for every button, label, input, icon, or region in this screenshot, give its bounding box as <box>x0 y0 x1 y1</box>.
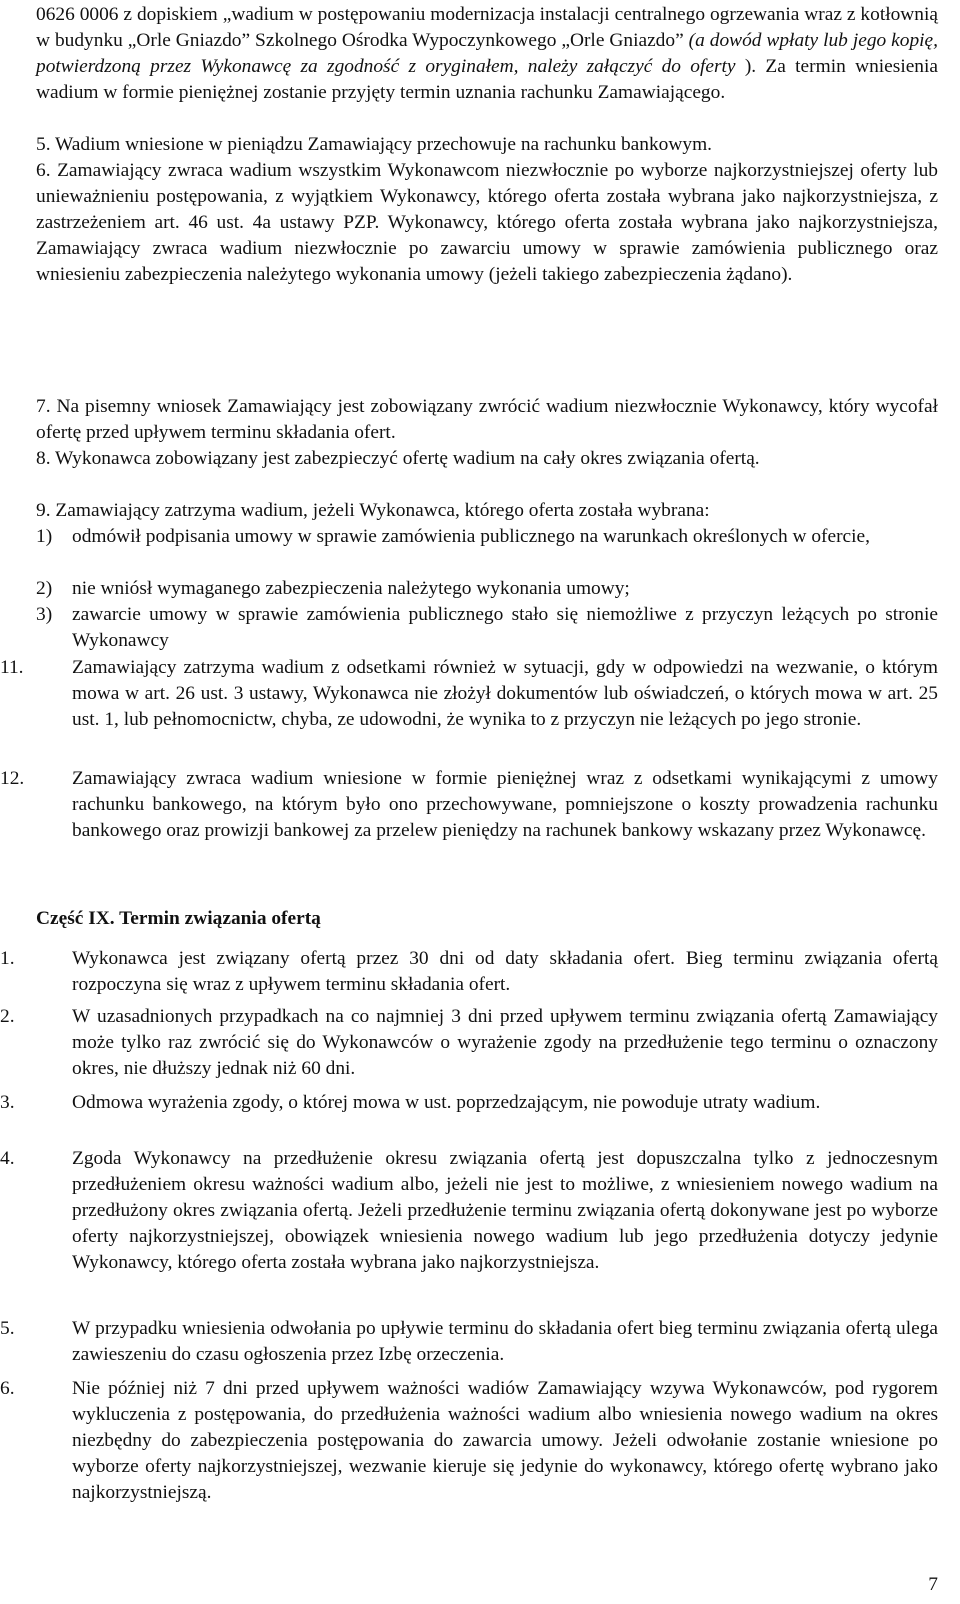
list-item <box>36 394 938 446</box>
item-text: Zgoda Wykonawcy na przedłużenie okresu związania ofertą jest dopuszczalna tylko z jednoczesnym przedłużeniem okresu ważności wadium albo, jeżeli nie jest to możliwe, z wniesieniem nowego wadium na przedłużony okres związania ofertą. Jeżeli przedłużenie terminu związania ofertą dokonywane jest po wyborze oferty najkorzystniejszej, obowiązek wniesienia nowego wadium lub jego przedłużenia dotyczy jedynie Wykonawcy, którego oferta została wybrana jako najkorzystniejsza. <box>72 1148 938 1274</box>
sub-item-text: zawarcie umowy w sprawie zamówienia publicznego stało się niemożliwe z przyczyn leżących po stronie Wykonawcy <box>72 604 938 652</box>
item-text: Nie później niż 7 dni przed upływem ważności wadiów Zamawiający wzywa Wykonawców, pod rygorem wykluczenia z postępowania, do przedłużenia ważności wadium albo wniesienia nowego wadium na okres niezbędny do zabezpieczenia postępowania do zawarcia umowy. Jeżeli odwołanie zostanie wniesione po wyborze oferty najkorzystniejszej, wezwanie kieruje się jedynie do wykonawcy, którego ofertę wybrano jako najkorzystniejszą. <box>72 1378 938 1504</box>
item-number: 11. <box>0 657 24 678</box>
item-number: 9. <box>36 500 51 521</box>
list-item <box>36 132 938 158</box>
item-number: 8. <box>36 448 51 469</box>
item-number: 3. <box>0 1092 15 1113</box>
section-heading: Część IX. Termin związania ofertą <box>36 908 321 929</box>
page-number: 7 <box>928 1573 938 1595</box>
sub-item-number: 1) <box>36 526 53 547</box>
list-item <box>0 946 938 998</box>
item-text: W uzasadnionych przypadkach na co najmniej 3 dni przed upływem terminu związania ofertą Zamawiający może tylko raz zwrócić się do Wykonawców o wyrażenie zgody na przedłużenie tego terminu o oznaczony okres, nie dłuższy jednak niż 60 dni. <box>72 1006 938 1080</box>
item-number: 5. <box>36 134 51 155</box>
sub-item-text: nie wniósł wymaganego zabezpieczenia należytego wykonania umowy; <box>72 578 630 599</box>
item-text: Na pisemny wniosek Zamawiający jest zobowiązany zwrócić wadium niezwłocznie Wykonawcy, który wycofał ofertę przed upływem terminu składania ofert. <box>36 396 938 444</box>
sub-list-item <box>36 524 938 550</box>
item-text: Zamawiający zwraca wadium wszystkim Wykonawcom niezwłocznie po wyborze najkorzystniejszej oferty lub unieważnieniu postępowania, z wyjątkiem Wykonawcy, którego oferta została wybrana jako najkorzystniejsza, z zastrzeżeniem art. 46 ust. 4a ustawy PZP. Wykonawcy, którego oferta została wybrana jako najkorzystniejsza, Zamawiający zwraca wadium niezwłocznie po zawarciu umowy w sprawie zamówienia publicznego oraz wniesieniu zabezpieczenia należytego wykonania umowy (jeżeli takiego zabezpieczenia żądano). <box>36 160 938 286</box>
item-text: Zamawiający zatrzyma wadium, jeżeli Wykonawca, którego oferta została wybrana: <box>55 500 710 521</box>
sub-list-item <box>36 576 938 602</box>
item-text: Wykonawca zobowiązany jest zabezpieczyć ofertę wadium na cały okres związania ofertą. <box>55 448 760 469</box>
item-number: 4. <box>0 1148 15 1169</box>
item-number: 1. <box>0 948 15 969</box>
list-item <box>36 498 938 524</box>
sub-item-number: 3) <box>36 604 53 625</box>
paragraph-text: 0626 0006 z dopiskiem „wadium w postępowaniu modernizacja instalacji centralnego ogrzewania wraz z kotłownią w budynku „Orle Gniazdo” Szkolnego Ośrodka Wypoczynkowego „Orle Gniazdo” <box>36 4 938 52</box>
item-number: 5. <box>0 1318 15 1339</box>
sub-list-item <box>36 602 938 654</box>
item-number: 2. <box>0 1006 15 1027</box>
sub-item-text: odmówił podpisania umowy w sprawie zamówienia publicznego na warunkach określonych w ofercie, <box>72 526 871 547</box>
list-item <box>0 1146 938 1276</box>
item-text: Zamawiający zwraca wadium wniesione w formie pieniężnej wraz z odsetkami wynikającymi z umowy rachunku bankowego, na którym było ono przechowywane, pomniejszone o koszty prowadzenia rachunku bankowego oraz prowizji bankowej za przelew pieniędzy na rachunek bankowy wskazany przez Wykonawcę. <box>72 768 938 842</box>
list-item <box>36 158 938 288</box>
item-text: Wadium wniesione w pieniądzu Zamawiający przechowuje na rachunku bankowym. <box>55 134 712 155</box>
list-item <box>0 1376 938 1506</box>
item-text: Wykonawca jest związany ofertą przez 30 dni od daty składania ofert. Bieg terminu związania ofertą rozpoczyna się wraz z upływem terminu składania ofert. <box>72 948 938 996</box>
list-item <box>0 766 938 844</box>
italic-note: (a dowód wpłaty lub jego kopię, potwierdzoną przez Wykonawcę za zgodność z oryginałem, należy załączyć do oferty <box>36 30 939 78</box>
list-item <box>0 1004 938 1082</box>
sub-item-number: 2) <box>36 578 53 599</box>
item-number: 6. <box>0 1378 15 1399</box>
list-item <box>0 1316 938 1368</box>
list-item <box>0 655 938 733</box>
item-text: Odmowa wyrażenia zgody, o której mowa w ust. poprzedzającym, nie powoduje utraty wadium. <box>72 1092 821 1113</box>
list-item <box>36 446 938 472</box>
item-number: 7. <box>36 396 51 417</box>
continuation-paragraph <box>36 2 938 106</box>
item-text: W przypadku wniesienia odwołania po upływie terminu do składania ofert bieg terminu związania ofertą ulega zawieszeniu do czasu ogłoszenia przez Izbę orzeczenia. <box>72 1318 938 1366</box>
paragraph-text-end: ). Za termin wniesienia wadium w formie pieniężnej zostanie przyjęty termin uznania rachunku Zamawiającego. <box>36 56 939 104</box>
item-number: 6. <box>36 160 51 181</box>
list-item <box>0 1090 938 1116</box>
item-text: Zamawiający zatrzyma wadium z odsetkami również w sytuacji, gdy w odpowiedzi na wezwanie, o którym mowa w art. 26 ust. 3 ustawy, Wykonawca nie złożył dokumentów lub oświadczeń, o których mowa w art. 25 ust. 1, lub pełnomocnictw, chyba, ze udowodni, że wynika to z przyczyn nie leżących po jego stronie. <box>72 657 938 731</box>
item-number: 12. <box>0 768 25 789</box>
